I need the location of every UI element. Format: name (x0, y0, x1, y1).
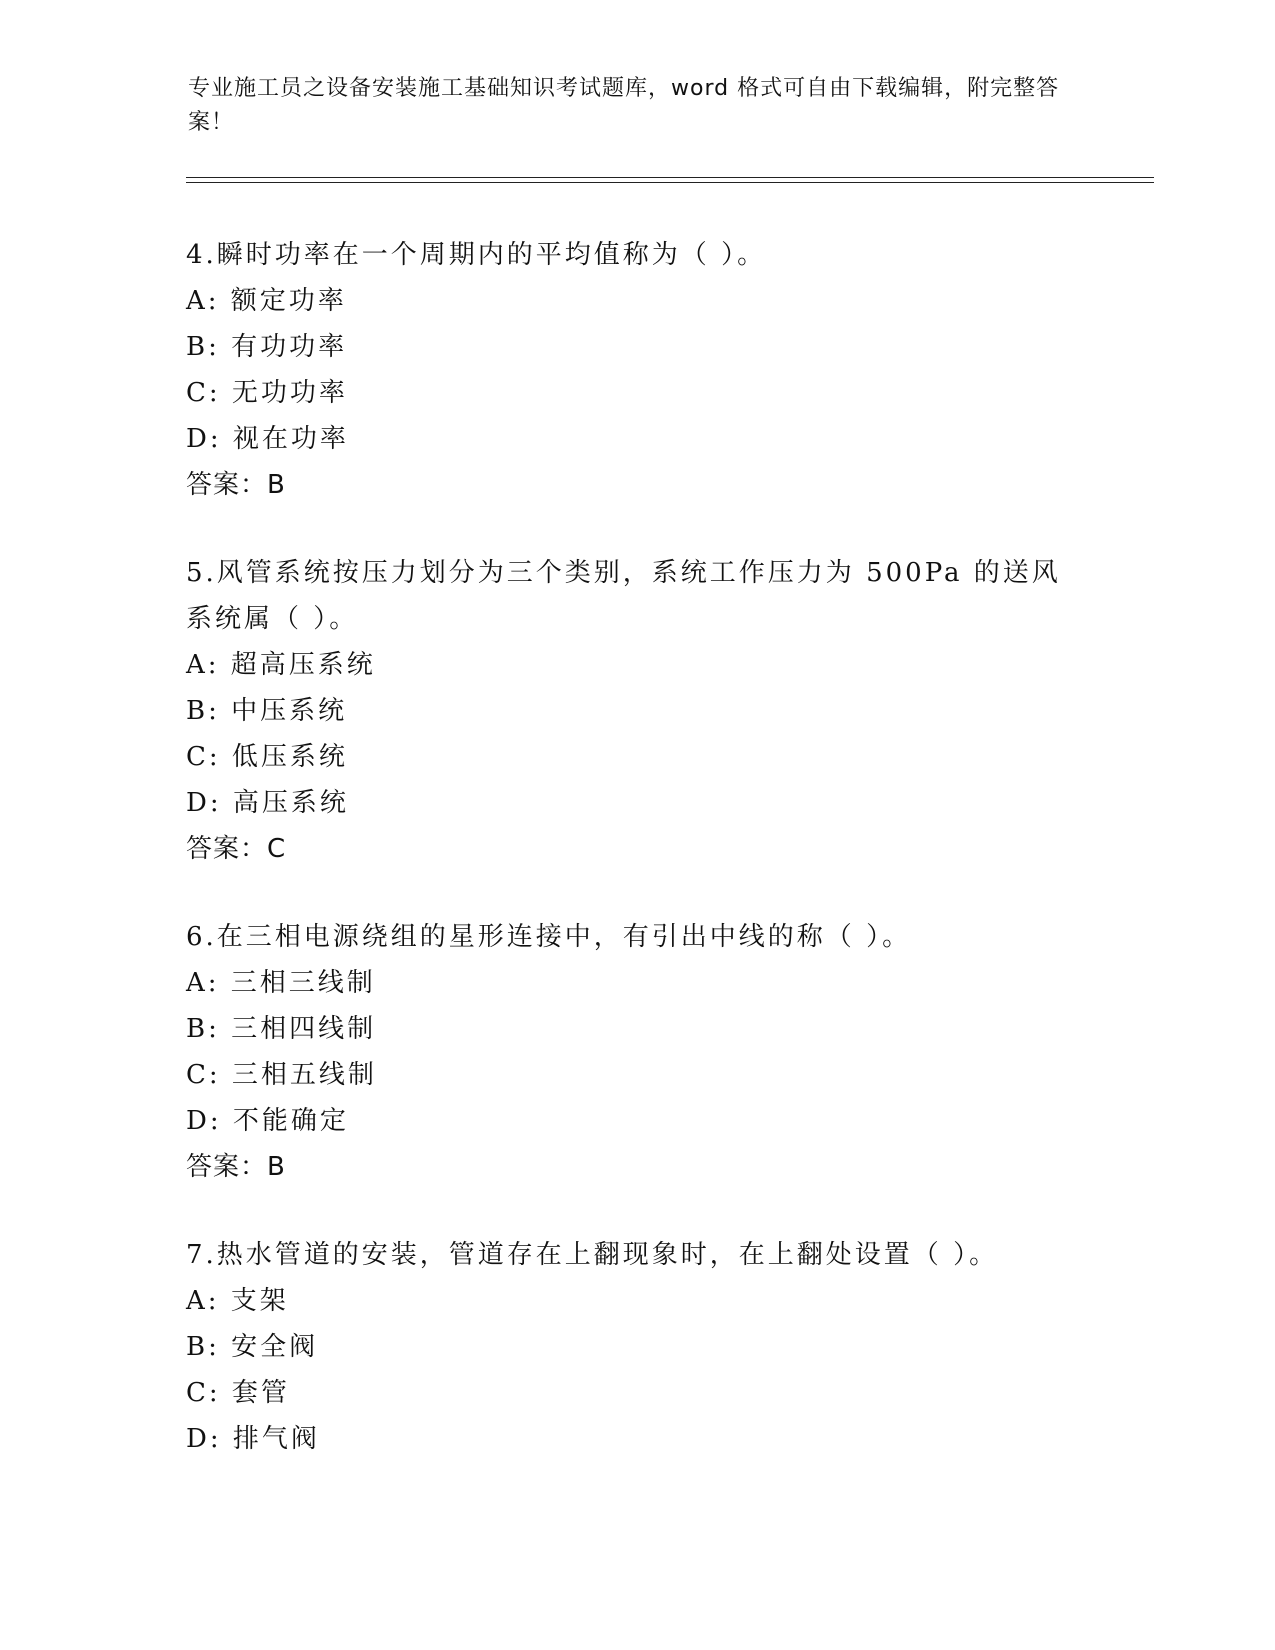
question-5 (186, 550, 1086, 872)
option-d: D: 高压系统 (186, 788, 349, 818)
option-c: C: 无功功率 (186, 378, 348, 408)
question-4 (186, 232, 1086, 508)
header-divider-bottom (186, 182, 1154, 183)
option-b: B: 中压系统 (186, 696, 348, 726)
option-c: C: 三相五线制 (186, 1060, 377, 1090)
question-stem: 5.风管系统按压力划分为三个类别，系统工作压力为 500Pa 的送风系统属（ ）。 (186, 558, 1061, 634)
option-a: A: 三相三线制 (186, 968, 376, 998)
question-list (186, 232, 1086, 1504)
option-a: A: 超高压系统 (186, 650, 376, 680)
option-c: C: 低压系统 (186, 742, 348, 772)
answer-text: 答案：B (186, 470, 286, 500)
question-7 (186, 1232, 1086, 1462)
option-c: C: 套管 (186, 1378, 290, 1408)
option-b: B: 三相四线制 (186, 1014, 377, 1044)
question-stem: 4.瞬时功率在一个周期内的平均值称为（ ）。 (186, 240, 767, 270)
option-d: D: 排气阀 (186, 1424, 320, 1454)
option-d: D: 视在功率 (186, 424, 349, 454)
question-stem: 6.在三相电源绕组的星形连接中，有引出中线的称（ ）。 (186, 922, 912, 952)
option-d: D: 不能确定 (186, 1106, 349, 1136)
header-divider-top (186, 177, 1154, 178)
option-b: B: 有功功率 (186, 332, 348, 362)
document-header: 专业施工员之设备安装施工基础知识考试题库，word 格式可自由下载编辑，附完整答案！ (188, 76, 1060, 135)
question-stem: 7.热水管道的安装，管道存在上翻现象时，在上翻处设置（ ）。 (186, 1240, 999, 1270)
option-b: B: 安全阀 (186, 1332, 319, 1362)
option-a: A: 支架 (186, 1286, 289, 1316)
question-6 (186, 914, 1086, 1190)
answer-text: 答案：B (186, 1152, 286, 1182)
answer-text: 答案：C (186, 834, 287, 864)
option-a: A: 额定功率 (186, 286, 347, 316)
